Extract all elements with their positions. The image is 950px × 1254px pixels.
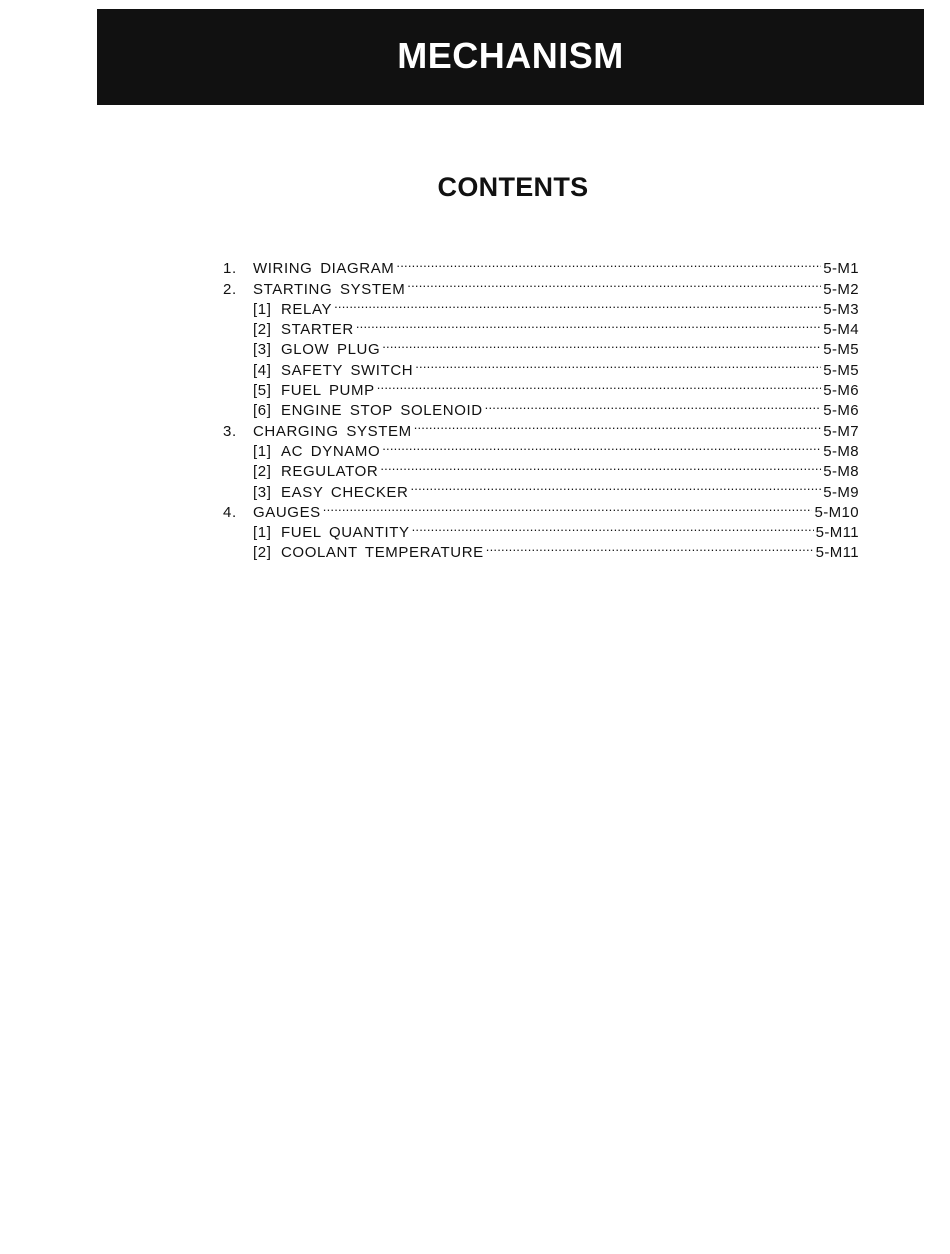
toc-leader-dots [485,395,822,415]
toc-entry-number: 4. [223,503,237,521]
table-of-contents [223,253,859,562]
toc-leader-dots [356,314,821,334]
toc-subentry-number: [6] [253,402,272,420]
section-banner [97,9,924,105]
toc-subentry-number: [2] [253,321,272,339]
toc-subentry-title: AC DYNAMO [281,442,381,460]
toc-entry-page: 5-M1 [823,260,859,278]
toc-subentry-page: 5-M8 [823,463,859,481]
toc-leader-dots [382,334,821,354]
toc-subentry-page: 5-M5 [823,341,859,359]
toc-leader-dots [412,517,814,537]
toc-entry-title: WIRING DIAGRAM [253,260,395,278]
contents-heading: CONTENTS [437,172,589,202]
toc-subentry-title: RELAY [281,300,333,318]
toc-subentry-title: STARTER [281,321,354,339]
toc-leader-dots [414,415,822,435]
toc-leader-dots [382,436,821,456]
toc-entry[interactable] [223,253,859,278]
toc-subentry-number: [2] [253,463,272,481]
toc-subentry-page: 5-M4 [823,321,859,339]
toc-leader-dots [323,497,813,517]
toc-subentry-title: FUEL QUANTITY [281,524,410,542]
toc-entry-title: STARTING SYSTEM [253,280,406,298]
section-title: MECHANISM [397,35,624,76]
toc-leader-dots [396,253,821,273]
toc-subentry-number: [2] [253,544,272,562]
toc-entry-page: 5-M2 [823,280,859,298]
toc-leader-dots [486,537,814,557]
toc-leader-dots [380,456,821,476]
toc-entry-title: GAUGES [253,503,321,521]
toc-entry-title: CHARGING SYSTEM [253,422,412,440]
toc-subentry-title: GLOW PLUG [281,341,381,359]
toc-entry-number: 3. [223,422,237,440]
toc-subentry-title: FUEL PUMP [281,382,375,400]
toc-entry-number: 1. [223,260,237,278]
toc-leader-dots [377,375,822,395]
toc-subentry-page: 5-M11 [815,524,859,542]
toc-subentry-number: [3] [253,483,272,501]
toc-leader-dots [415,354,821,374]
toc-entry-page: 5-M10 [814,503,859,521]
toc-subentry-number: [1] [253,300,272,318]
toc-subentry-page: 5-M11 [815,544,859,562]
toc-subentry-page: 5-M6 [823,382,859,400]
toc-subentry-page: 5-M6 [823,402,859,420]
toc-leader-dots [410,476,821,496]
toc-subentry-title: EASY CHECKER [281,483,409,501]
toc-subentry-title: ENGINE STOP SOLENOID [281,402,483,420]
toc-subentry-number: [3] [253,341,272,359]
toc-subentry-title: REGULATOR [281,463,379,481]
toc-subentry-page: 5-M9 [823,483,859,501]
toc-subentry-title: COOLANT TEMPERATURE [281,544,484,562]
toc-leader-dots [407,273,821,293]
toc-subentry-number: [5] [253,382,272,400]
toc-subentry-number: [1] [253,524,272,542]
toc-subentry-number: [4] [253,361,272,379]
toc-entry-page: 5-M7 [823,422,859,440]
toc-subentry-page: 5-M8 [823,442,859,460]
toc-subentry-page: 5-M3 [823,300,859,318]
toc-subentry-title: SAFETY SWITCH [281,361,414,379]
toc-leader-dots [334,294,821,314]
toc-entry-number: 2. [223,280,237,298]
toc-subentry-page: 5-M5 [823,361,859,379]
toc-subentry-number: [1] [253,442,272,460]
